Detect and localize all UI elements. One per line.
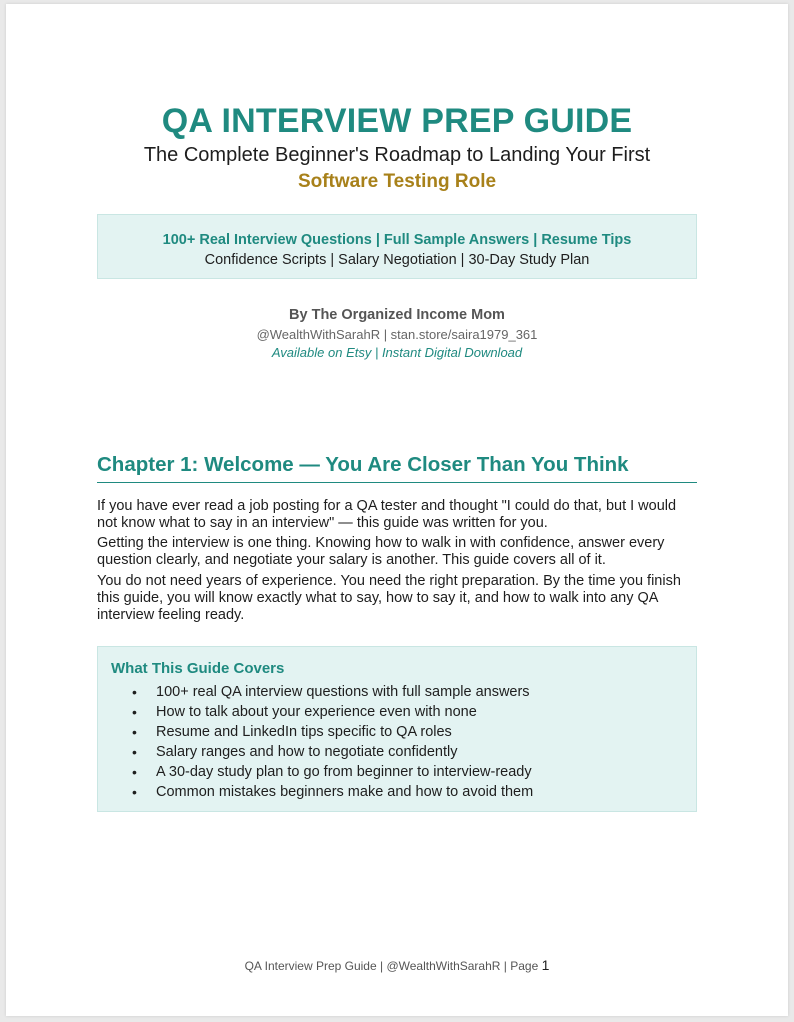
- bullet-icon: •: [132, 784, 137, 800]
- bullet-icon: •: [132, 684, 137, 700]
- availability-note: Available on Etsy | Instant Digital Download: [271, 345, 523, 360]
- covers-heading: What This Guide Covers: [111, 660, 285, 677]
- chapter-divider: [97, 482, 697, 483]
- bullet-icon: •: [132, 764, 137, 780]
- page-subtitle: The Complete Beginner's Roadmap to Landing Your First: [143, 144, 651, 166]
- list-item-text: How to talk about your experience even with none: [156, 704, 477, 720]
- page-number: 1: [541, 957, 550, 973]
- footer-text: QA Interview Prep Guide | @WealthWithSarahR | Page: [244, 959, 542, 973]
- list-item: [98, 682, 533, 702]
- covers-list: [98, 682, 533, 802]
- list-item-text: 100+ real QA interview questions with full sample answers: [156, 684, 530, 700]
- list-item: [98, 742, 533, 762]
- guide-covers-box: [97, 646, 697, 812]
- banner-line-2: Confidence Scripts | Salary Negotiation | 30-Day Study Plan: [204, 252, 590, 268]
- chapter-paragraph: You do not need years of experience. You need the right preparation. By the time you finish this guide, you will know exactly what to say, how to say it, and how to walk into any QA interview feeling ready.: [97, 573, 681, 623]
- bullet-icon: •: [132, 704, 137, 720]
- bullet-icon: •: [132, 744, 137, 760]
- features-banner: [97, 214, 697, 279]
- author-byline: By The Organized Income Mom: [289, 307, 505, 323]
- bullet-icon: •: [132, 724, 137, 740]
- list-item: [98, 702, 533, 722]
- list-item-text: Resume and LinkedIn tips specific to QA roles: [156, 724, 452, 740]
- banner-line-1: 100+ Real Interview Questions | Full Sample Answers | Resume Tips: [162, 232, 632, 248]
- list-item-text: Common mistakes beginners make and how to avoid them: [156, 784, 534, 800]
- chapter-paragraph: Getting the interview is one thing. Knowing how to walk in with confidence, answer every question clearly, and negotiate your salary is another. This guide covers all of it.: [97, 535, 665, 568]
- chapter-heading: Chapter 1: Welcome — You Are Closer Than You Think: [97, 453, 629, 476]
- page-title: QA INTERVIEW PREP GUIDE: [161, 102, 633, 140]
- list-item: [98, 762, 533, 782]
- page-subtitle-highlight: Software Testing Role: [297, 171, 497, 192]
- chapter-paragraph: If you have ever read a job posting for a QA tester and thought "I could do that, but I would not know what to say in an interview" — this guide was written for you.: [97, 498, 677, 531]
- author-contact: @WealthWithSarahR | stan.store/saira1979_361: [256, 327, 538, 342]
- page-footer: [6, 957, 788, 973]
- document-page: [6, 4, 788, 1016]
- list-item: [98, 782, 533, 802]
- list-item-text: A 30-day study plan to go from beginner to interview-ready: [156, 764, 532, 780]
- list-item-text: Salary ranges and how to negotiate confidently: [156, 744, 458, 760]
- list-item: [98, 722, 533, 742]
